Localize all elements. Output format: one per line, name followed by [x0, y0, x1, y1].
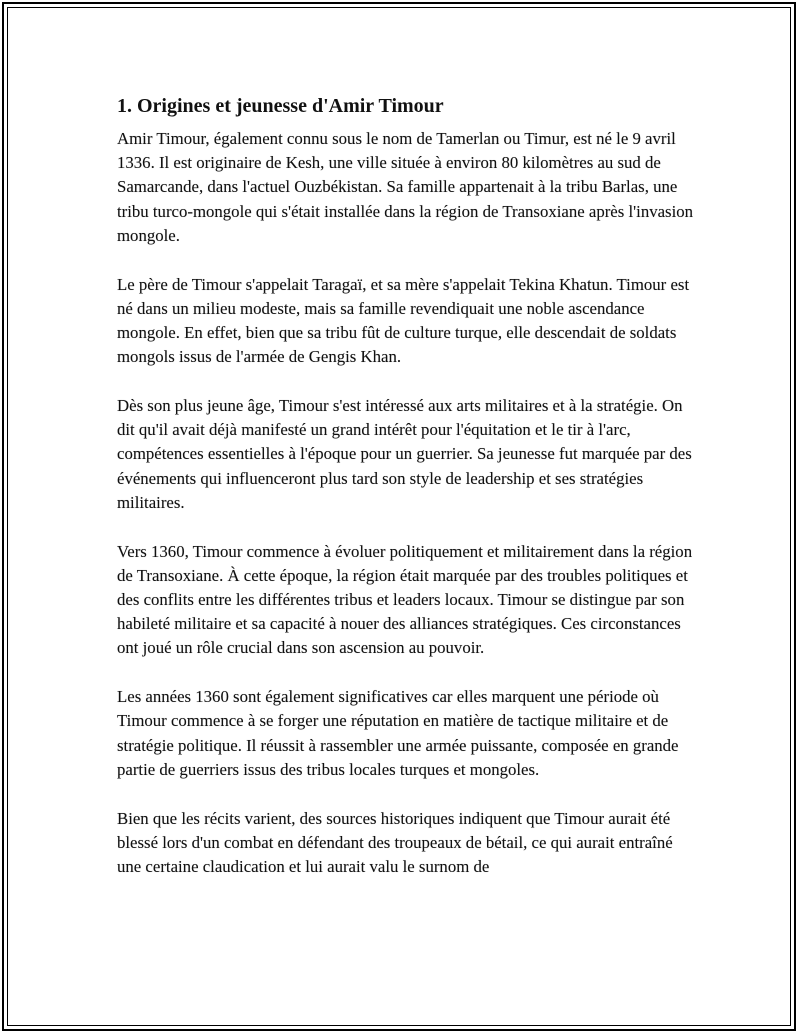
paragraph-4: Vers 1360, Timour commence à évoluer politiquement et militairement dans la région de Transoxiane. À cette époque, la région était marquée par des troubles politiques et des conflits entre les différentes tribus et leaders locaux. Timour se distingue par son habileté militaire et sa capacité à nouer des alliances stratégiques. Ces circonstances ont joué un rôle crucial dans son ascension au pouvoir.	[117, 541, 693, 658]
paragraph-2: Le père de Timour s'appelait Taragaï, et sa mère s'appelait Tekina Khatun. Timour est né dans un milieu modeste, mais sa famille revendiquait une noble ascendance mongole. En effet, bien que sa tribu fût de culture turque, elle descendait de soldats mongols issus de l'armée de Gengis Khan.	[117, 274, 690, 367]
paragraph-5: Les années 1360 sont également significatives car elles marquent une période où Timour commence à se forger une réputation en matière de tactique militaire et de stratégie politique. Il réussit à rassembler une armée puissante, composée en grande partie de guerriers issus des tribus locales turques et mongoles.	[117, 687, 679, 779]
document-body	[117, 93, 697, 904]
paragraph-3: Dès son plus jeune âge, Timour s'est intéressé aux arts militaires et à la stratégie. On dit qu'il avait déjà manifesté un grand intérêt pour l'équitation et le tir à l'arc, compétences essentielles à l'époque pour un guerrier. Sa jeunesse fut marquée par des événements qui influenceront plus tard son style de leadership et ses stratégies militaires.	[117, 396, 692, 512]
paragraph-6: Bien que les récits varient, des sources historiques indiquent que Timour aurait été blessé lors d'un combat en défendant des troupeaux de bétail, ce qui aurait entraîné une certaine claudication et lui aurait valu le surnom de	[117, 808, 673, 877]
paragraph-1: Amir Timour, également connu sous le nom de Tamerlan ou Timur, est né le 9 avril 1336. Il est originaire de Kesh, une ville située à environ 80 kilomètres au sud de Samarcande, dans l'actuel Ouzbékistan. Sa famille appartenait à la tribu Barlas, une tribu turco-mongole qui s'était installée dans la région de Transoxiane après l'invasion mongole.	[117, 129, 694, 245]
section-heading: 1. Origines et jeunesse d'Amir Timour	[117, 95, 444, 117]
